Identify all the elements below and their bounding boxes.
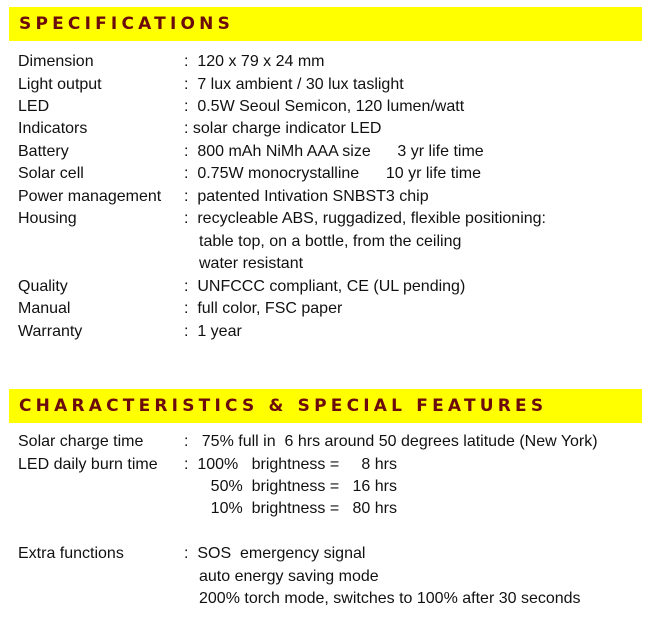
spec-row-led: [0, 96, 465, 118]
spec-value: : 0.75W monocrystalline 10 yr life time: [184, 165, 481, 182]
char-row-solar-charge-time: [0, 431, 598, 453]
spec-label: Quality: [18, 278, 68, 295]
char-value-continued: 10% brightness = 80 hrs: [184, 500, 397, 517]
characteristics-banner: [9, 389, 642, 423]
spec-row-manual: [0, 298, 343, 320]
spec-value: : UNFCCC compliant, CE (UL pending): [184, 278, 466, 295]
spec-value: : 120 x 79 x 24 mm: [184, 53, 325, 70]
specifications-banner: [9, 7, 642, 41]
char-value: : SOS emergency signal: [184, 545, 366, 562]
spec-value: : 0.5W Seoul Semicon, 120 lumen/watt: [184, 98, 465, 115]
char-value-continued: 200% torch mode, switches to 100% after 30 seconds: [199, 590, 581, 607]
char-row-led-burn-cont: [0, 498, 397, 520]
spec-value: : 7 lux ambient / 30 lux taslight: [184, 76, 404, 93]
char-value: : 100% brightness = 8 hrs: [184, 456, 397, 473]
spec-row-housing-cont: [0, 253, 304, 275]
char-label: LED daily burn time: [18, 456, 158, 473]
spec-label: Warranty: [18, 323, 83, 340]
spec-label: Battery: [18, 143, 69, 160]
spec-label: Solar cell: [18, 165, 84, 182]
spec-label: Indicators: [18, 120, 88, 137]
characteristics-heading: CHARACTERISTICS & SPECIAL FEATURES: [19, 396, 548, 416]
spec-label: Light output: [18, 76, 102, 93]
spec-label: Manual: [18, 300, 71, 317]
spec-row-power-management: [0, 186, 429, 208]
spec-value: : 1 year: [184, 323, 242, 340]
spec-row-quality: [0, 276, 466, 298]
spec-value-continued: table top, on a bottle, from the ceiling: [199, 233, 462, 250]
spec-label: Dimension: [18, 53, 94, 70]
spec-row-indicators: [0, 118, 382, 140]
spec-label: LED: [18, 98, 50, 115]
char-value: : 75% full in 6 hrs around 50 degrees latitude (New York): [184, 433, 598, 450]
spec-row-battery: [0, 141, 484, 163]
spec-row-light-output: [0, 74, 404, 96]
char-row-led-burn-cont: [0, 476, 397, 498]
char-label: Solar charge time: [18, 433, 144, 450]
spec-row-solar-cell: [0, 163, 481, 185]
spec-row-housing-cont: [0, 231, 462, 253]
spec-label: Housing: [18, 210, 77, 227]
spec-value: : solar charge indicator LED: [184, 120, 382, 137]
spec-label: Power management: [18, 188, 162, 205]
spec-value: : recycleable ABS, ruggadized, flexible positioning:: [184, 210, 546, 227]
char-value-continued: 50% brightness = 16 hrs: [184, 478, 397, 495]
spec-row-warranty: [0, 321, 242, 343]
spec-value-continued: water resistant: [199, 255, 304, 272]
spec-row-housing: [0, 208, 546, 230]
spec-value: : full color, FSC paper: [184, 300, 343, 317]
specifications-heading: SPECIFICATIONS: [19, 14, 235, 34]
char-row-extra-cont: [0, 588, 581, 610]
char-row-led-burn-time: [0, 454, 397, 476]
spec-row-dimension: [0, 51, 325, 73]
spec-value: : 800 mAh NiMh AAA size 3 yr life time: [184, 143, 484, 160]
spec-value: : patented Intivation SNBST3 chip: [184, 188, 429, 205]
char-label: Extra functions: [18, 545, 124, 562]
char-row-extra-cont: [0, 566, 379, 588]
char-row-extra-functions: [0, 543, 366, 565]
char-value-continued: auto energy saving mode: [199, 568, 379, 585]
